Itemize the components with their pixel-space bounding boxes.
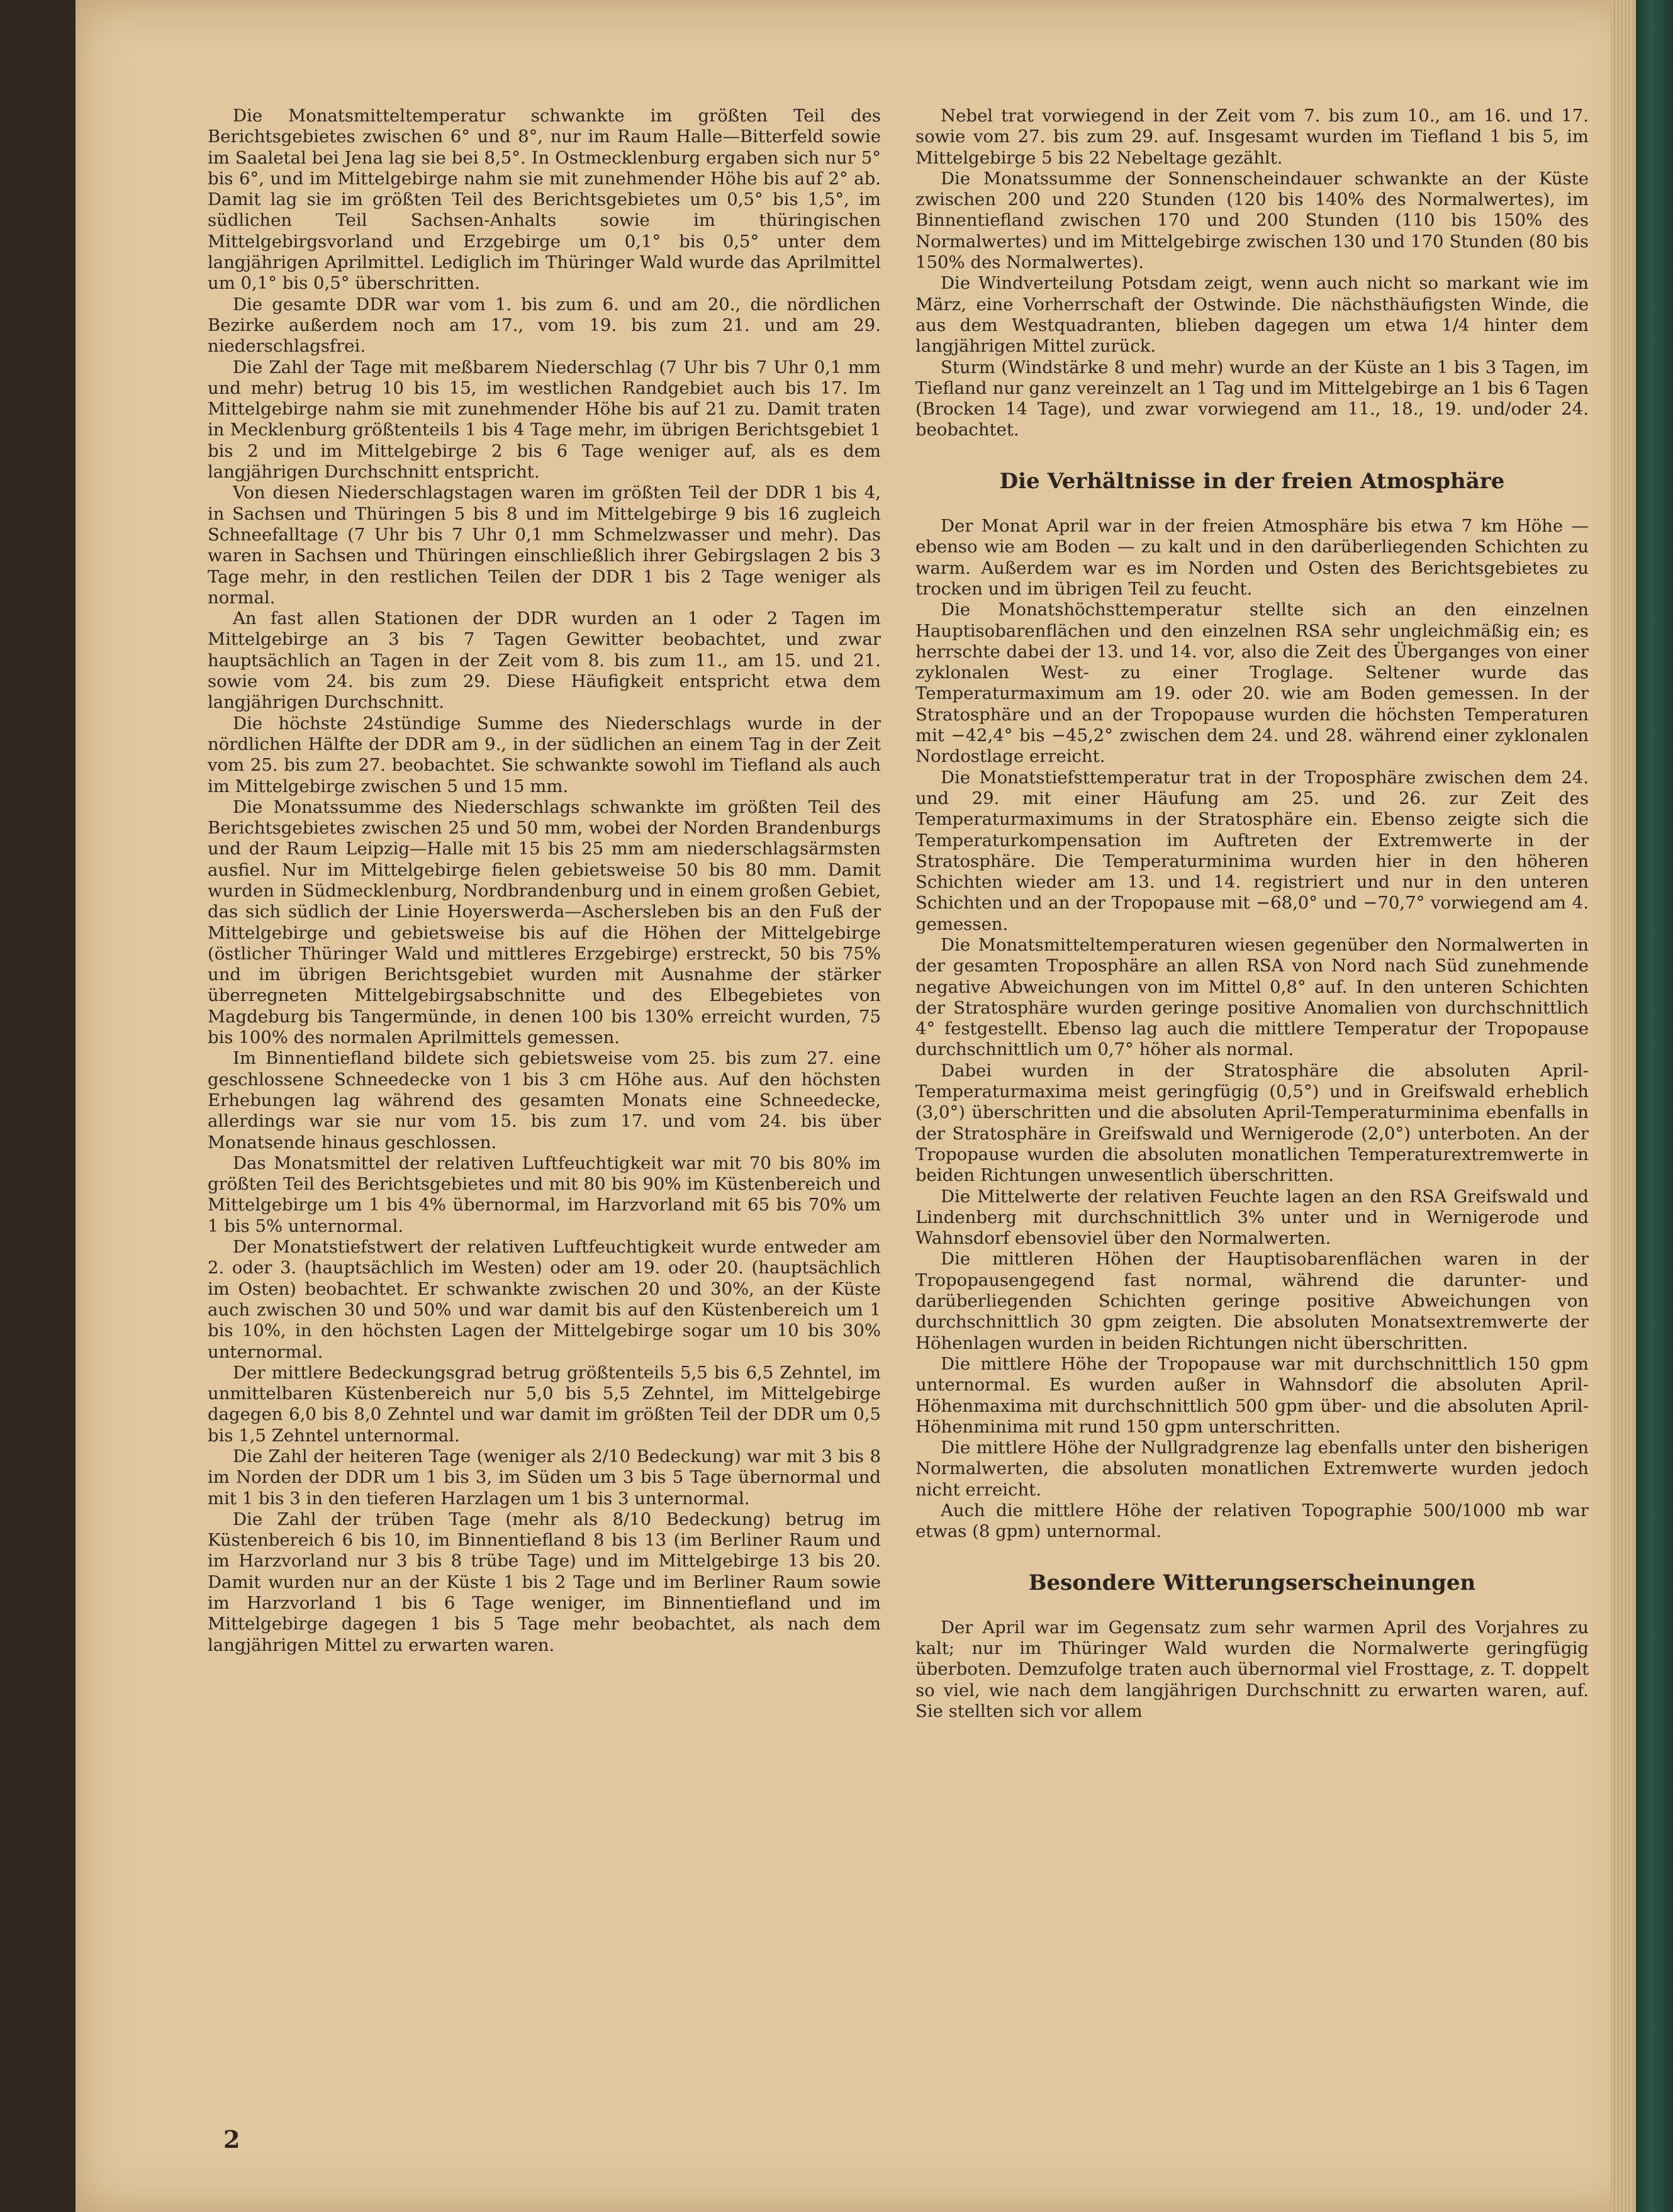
paragraph: Die Zahl der Tage mit meßbarem Niederschlag (7 Uhr bis 7 Uhr 0,1 mm und mehr) betrug 10 bis 15, im westlichen Randgebiet auch bis 17. Im Mittelgebirge nahm sie mit zunehmender Höhe bis auf 21 zu. Damit traten in Mecklenburg größtenteils 1 bis 4 Tage mehr, im übrigen Berichtsgebiet 1 bis 2 und im Mittelgebirge 2 bis 6 Tage weniger auf, als es dem langjährigen Durchschnitt entspricht. [208,357,881,483]
paragraph: Von diesen Niederschlagstagen waren im größten Teil der DDR 1 bis 4, in Sachsen und Thüringen 5 bis 8 und im Mittelgebirge 9 bis 16 zugleich Schneefalltage (7 Uhr bis 7 Uhr 0,1 mm Schmelzwasser und mehr). Das waren in Sachsen und Thüringen einschließlich ihrer Gebirgslagen 2 bis 3 Tage mehr, in den restlichen Teilen der DDR 1 bis 2 Tage weniger als normal. [208,483,881,608]
paragraph: Die Monatshöchsttemperatur stellte sich an den einzelnen Hauptisobarenflächen und den einzelnen RSA sehr ungleichmäßig ein; es herrschte dabei der 13. und 14. vor, also die Zeit des Überganges von einer zyklonalen West- zu einer Troglage. Seltener wurde das Temperaturmaximum am 19. oder 20. wie am Boden gemessen. In der Stratosphäre und an der Tropopause wurden die höchsten Temperaturen mit −42,4° bis −45,2° zwischen dem 24. und 28. während einer zyklonalen Nordostlage erreicht. [915,600,1589,767]
paragraph: Auch die mittlere Höhe der relativen Topographie 500/1000 mb war etwas (8 gpm) unternormal. [915,1500,1589,1542]
paragraph: Der Monat April war in der freien Atmosphäre bis etwa 7 km Höhe — ebenso wie am Boden — zu kalt und in den darüberliegenden Schichten zu warm. Außerdem war es im Norden und Osten des Berichtsgebietes zu trocken und im übrigen Teil zu feucht. [915,516,1589,599]
section-heading-special: Besondere Witterungserscheinungen [1028,1570,1476,1595]
paragraph: Der April war im Gegensatz zum sehr warmen April des Vorjahres zu kalt; nur im Thüringer Wald wurden die Normalwerte geringfügig überboten. Demzufolge traten auch übernormal viel Frosttage, z. T. doppelt so viel, wie nach dem langjährigen Durchschnitt zu erwarten waren, auf. Sie stellten sich vor allem [915,1617,1589,1722]
paragraph: Im Binnentiefland bildete sich gebietsweise vom 25. bis zum 27. eine geschlossene Schneedecke von 1 bis 3 cm Höhe aus. Auf den höchsten Erhebungen lag während des gesamten Monats eine Schneedecke, allerdings war sie nur vom 15. bis zum 17. und vom 24. bis über Monatsende hinaus geschlossen. [208,1048,881,1153]
paragraph: Die Monatssumme des Niederschlags schwankte im größten Teil des Berichtsgebietes zwischen 25 und 50 mm, wobei der Norden Brandenburgs und der Raum Leipzig—Halle mit 15 bis 25 mm am niederschlagsärmsten ausfiel. Nur im Mittelgebirge fielen gebietsweise 50 bis 80 mm. Damit wurden in Südmecklenburg, Nordbrandenburg und in einem großen Gebiet, das sich südlich der Linie Hoyerswerda—Aschersleben bis an den Fuß der Mittelgebirge und gebietsweise bis auf die Höhen der Mittelgebirge (östlicher Thüringer Wald und mittleres Erzgebirge) erstreckt, 50 bis 75% und im übrigen Berichtsgebiet wurden mit Ausnahme der stärker überregneten Mittelgebirgsabschnitte und des Elbegebietes von Magdeburg bis Tangermünde, in denen 100 bis 130% erreicht wurden, 75 bis 100% des normalen Aprilmittels gemessen. [208,796,881,1048]
right-column [915,106,1589,1722]
page-number: 2 [223,2125,240,2153]
paragraph: Die Mittelwerte der relativen Feuchte lagen an den RSA Greifswald und Lindenberg mit durchschnittlich 3% unter und in Wernigerode und Wahnsdorf ebensoviel über den Normalwerten. [915,1186,1589,1249]
paragraph: Die höchste 24stündige Summe des Niederschlags wurde in der nördlichen Hälfte der DDR am 9., in der südlichen an einem Tag in der Zeit vom 25. bis zum 27. beobachtet. Sie schwankte sowohl im Tiefland als auch im Mittelgebirge zwischen 5 und 15 mm. [208,713,881,796]
paragraph: Die Monatsmitteltemperaturen wiesen gegenüber den Normalwerten in der gesamten Troposphäre an allen RSA von Nord nach Süd zunehmende negative Abweichungen von im Mittel 0,8° auf. In den unteren Schichten der Stratosphäre wurden geringe positive Anomalien von durchschnittlich 4° festgestellt. Ebenso lag auch die mittlere Temperatur der Tropopause durchschnittlich um 0,7° höher als normal. [915,934,1589,1060]
paragraph: An fast allen Stationen der DDR wurden an 1 oder 2 Tagen im Mittelgebirge an 3 bis 7 Tagen Gewitter beobachtet, und zwar hauptsächlich an Tagen in der Zeit vom 8. bis zum 11., am 15. und 21. sowie vom 24. bis zum 29. Diese Häufigkeit entspricht etwa dem langjährigen Durchschnitt. [208,608,881,713]
paragraph: Die Monatsmitteltemperatur schwankte im größten Teil des Berichtsgebietes zwischen 6° und 8°, nur im Raum Halle—Bitterfeld sowie im Saaletal bei Jena lag sie bei 8,5°. In Ostmecklenburg ergaben sich nur 5° bis 6°, und im Mittelgebirge nahm sie mit zunehmender Höhe bis auf 2° ab. Damit lag sie im größten Teil des Berichtsgebietes um 0,5° bis 1,5°, im südlichen Teil Sachsen-Anhalts sowie im thüringischen Mittelgebirgsvorland und Erzgebirge um 0,1° bis 0,5° unter dem langjährigen Aprilmittel. Lediglich im Thüringer Wald wurde das Aprilmittel um 0,1° bis 0,5° überschritten. [208,106,881,294]
paragraph: Sturm (Windstärke 8 und mehr) wurde an der Küste an 1 bis 3 Tagen, im Tiefland nur ganz vereinzelt an 1 Tag und im Mittelgebirge an 1 bis 6 Tagen (Brocken 14 Tage), und zwar vorwiegend am 11., 18., 19. und/oder 24. beobachtet. [915,357,1589,440]
paragraph: Die Monatstiefsttemperatur trat in der Troposphäre zwischen dem 24. und 29. mit einer Häufung am 25. und 26. zur Zeit des Temperaturmaximums in der Stratosphäre ein. Ebenso zeigte sich die Temperaturkompensation im Auftreten der Extremwerte in der Stratosphäre. Die Temperaturminima wurden hier in den höheren Schichten wieder am 13. und 14. registriert und nur in den unteren Schichten und an der Tropopause mit −68,0° und −70,7° vorwiegend am 4. gemessen. [915,767,1589,934]
paragraph: Dabei wurden in der Stratosphäre die absoluten April-Temperaturmaxima meist geringfügig (0,5°) und in Greifswald erheblich (3,0°) überschritten und die absoluten April-Temperaturminima ebenfalls in der Stratosphäre in Greifswald und Wernigerode (2,0°) unterboten. An der Tropopause wurden die absoluten monatlichen Temperaturextremwerte in beiden Richtungen unwesentlich überschritten. [915,1060,1589,1186]
paragraph: Die Zahl der trüben Tage (mehr als 8/10 Bedeckung) betrug im Küstenbereich 6 bis 10, im Binnentiefland 8 bis 13 (im Berliner Raum und im Harzvorland nur 3 bis 8 trübe Tage) und im Mittelgebirge 13 bis 20. Damit wurden nur an der Küste 1 bis 2 Tage und im Berliner Raum sowie im Harzvorland 1 bis 6 Tage weniger, im Binnentiefland und im Mittelgebirge dagegen 1 bis 5 Tage mehr beobachtet, als nach dem langjährigen Mittel zu erwarten waren. [208,1509,881,1655]
paragraph: Die Windverteilung Potsdam zeigt, wenn auch nicht so markant wie im März, eine Vorherrschaft der Ostwinde. Die nächsthäufigsten Winde, die aus dem Westquadranten, blieben dagegen um etwa 1/4 hinter dem langjährigen Mittel zurück. [915,273,1589,357]
paragraph: Der Monatstiefstwert der relativen Luftfeuchtigkeit wurde entweder am 2. oder 3. (hauptsächlich im Westen) oder am 19. oder 20. (hauptsächlich im Osten) beobachtet. Er schwankte zwischen 20 und 30%, an der Küste auch zwischen 30 und 50% und war damit bis auf den Küstenbereich um 1 bis 10%, in den höchsten Lagen der Mittelgebirge sogar um 10 bis 30% unternormal. [208,1237,881,1362]
paragraph: Nebel trat vorwiegend in der Zeit vom 7. bis zum 10., am 16. und 17. sowie vom 27. bis zum 29. auf. Insgesamt wurden im Tiefland 1 bis 5, im Mittelgebirge 5 bis 22 Nebeltage gezählt. [915,106,1589,168]
paragraph: Die Zahl der heiteren Tage (weniger als 2/10 Bedeckung) war mit 3 bis 8 im Norden der DDR um 1 bis 3, im Süden um 3 bis 5 Tage übernormal und mit 1 bis 3 in den tieferen Harzlagen um 1 bis 3 unternormal. [208,1446,881,1509]
left-column [208,106,881,1656]
paragraph: Die mittlere Höhe der Tropopause war mit durchschnittlich 150 gpm unternormal. Es wurden außer in Wahnsdorf die absoluten April-Höhenmaxima mit durchschnittlich 500 gpm über- und die absoluten April-Höhenminima mit rund 150 gpm unterschritten. [915,1353,1589,1437]
paragraph: Der mittlere Bedeckungsgrad betrug größtenteils 5,5 bis 6,5 Zehntel, im unmittelbaren Küstenbereich nur 5,0 bis 5,5 Zehntel, im Mittelgebirge dagegen 6,0 bis 8,0 Zehntel und war damit im größten Teil der DDR um 0,5 bis 1,5 Zehntel unternormal. [208,1362,881,1446]
book-spine [1636,0,1673,2212]
paragraph: Die mittleren Höhen der Hauptisobarenflächen waren in der Tropopausengegend fast normal, während die darunter- und darüberliegenden Schichten geringe positive Abweichungen von durchschnittlich 30 gpm zeigten. Die absoluten Monatsextremwerte der Höhenlagen wurden in beiden Richtungen nicht überschritten. [915,1249,1589,1353]
section-heading-atmosphere: Die Verhältnisse in der freien Atmosphäre [999,468,1505,494]
paragraph: Die gesamte DDR war vom 1. bis zum 6. und am 20., die nördlichen Bezirke außerdem noch am 17., vom 19. bis zum 21. und am 29. niederschlagsfrei. [208,294,881,357]
paragraph: Die Monatssumme der Sonnenscheindauer schwankte an der Küste zwischen 200 und 220 Stunden (120 bis 140% des Normalwertes), im Binnentiefland zwischen 170 und 200 Stunden (110 bis 150% des Normalwertes) und im Mittelgebirge zwischen 130 und 170 Stunden (80 bis 150% des Normalwertes). [915,168,1589,273]
paragraph: Die mittlere Höhe der Nullgradgrenze lag ebenfalls unter den bisherigen Normalwerten, die absoluten monatlichen Extremwerte wurden jedoch nicht erreicht. [915,1438,1589,1500]
paragraph: Das Monatsmittel der relativen Luftfeuchtigkeit war mit 70 bis 80% im größten Teil des Berichtsgebietes und mit 80 bis 90% im Küstenbereich und Mittelgebirge um 1 bis 4% übernormal, im Harzvorland mit 65 bis 70% um 1 bis 5% unternormal. [208,1153,881,1236]
